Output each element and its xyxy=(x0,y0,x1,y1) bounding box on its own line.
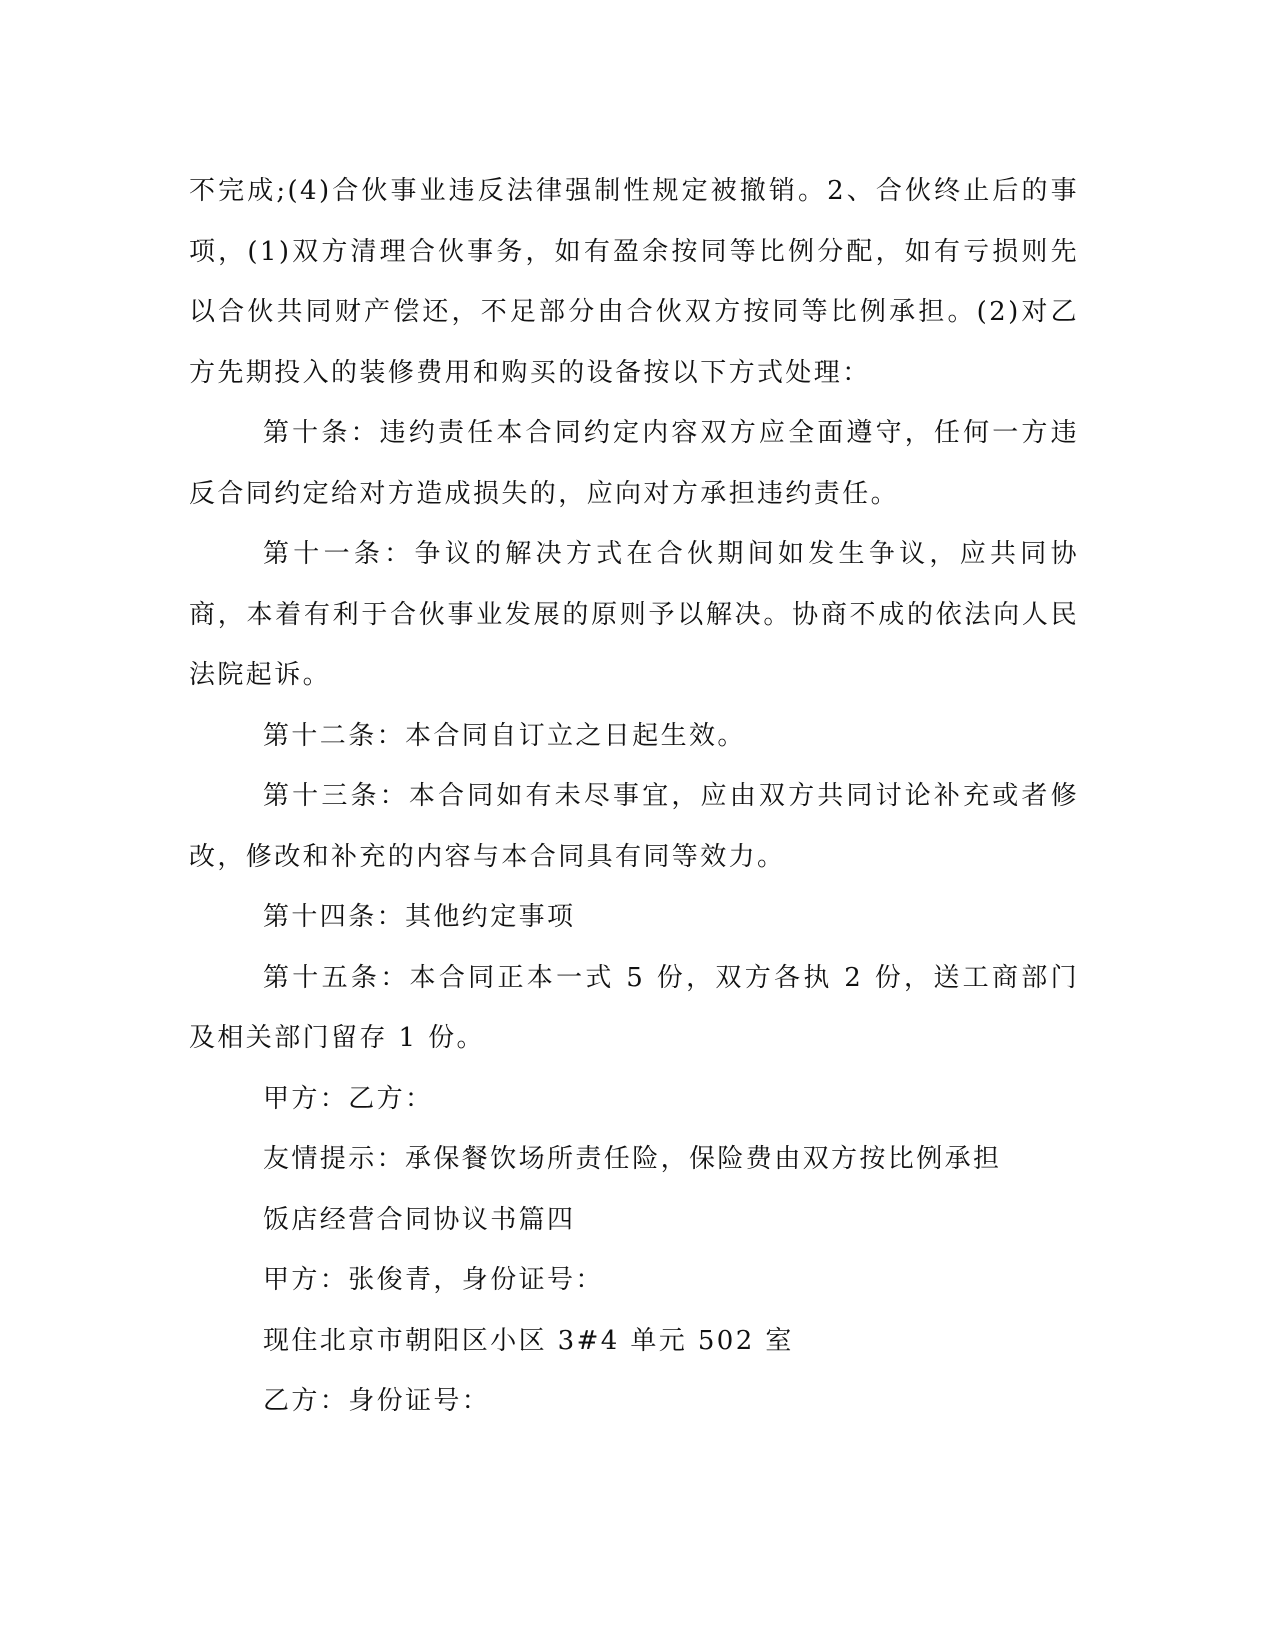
section-heading: 饭店经营合同协议书篇四 xyxy=(263,1204,576,1235)
paragraph-article-14: 第十四条：其他约定事项 xyxy=(263,902,576,932)
friendly-tip: 友情提示：承保餐饮场所责任险，保险费由双方按比例承担 xyxy=(263,1144,1002,1174)
party-a-address: 现住北京市朝阳区小区 3#4 单元 502 室 xyxy=(263,1325,794,1356)
signature-parties-line: 甲方：乙方： xyxy=(263,1083,434,1114)
paragraph-article-13: 第十三条：本合同如有未尽事宜，应由双方共同讨论补充或者修改，修改和补充的内容与本合同具有同等效力。 xyxy=(189,781,1079,872)
document-body xyxy=(189,161,1079,1432)
paragraph-article-11: 第十一条：争议的解决方式在合伙期间如发生争议，应共同协商，本着有利于合伙事业发展的原则予以解决。协商不成的依法向人民法院起诉。 xyxy=(189,539,1079,690)
party-a-line: 甲方：张俊青，身份证号： xyxy=(263,1265,604,1295)
paragraph-article-10: 第十条：违约责任本合同约定内容双方应全面遵守，任何一方违反合同约定给对方造成损失的，应向对方承担违约责任。 xyxy=(189,418,1079,509)
paragraph-article-15: 第十五条：本合同正本一式 5 份，双方各执 2 份，送工商部门及相关部门留存 1 份。 xyxy=(189,962,1079,1053)
paragraph-termination-matters: 不完成;(4)合伙事业违反法律强制性规定被撤销。2、合伙终止后的事项，(1)双方清理合伙事务，如有盈余按同等比例分配，如有亏损则先以合伙共同财产偿还，不足部分由合伙双方按同等比例承担。(2)对乙方先期投入的装修费用和购买的设备按以下方式处理： xyxy=(189,176,1079,388)
party-b-line: 乙方：身份证号： xyxy=(263,1386,491,1416)
paragraph-article-12: 第十二条：本合同自订立之日起生效。 xyxy=(263,720,746,751)
